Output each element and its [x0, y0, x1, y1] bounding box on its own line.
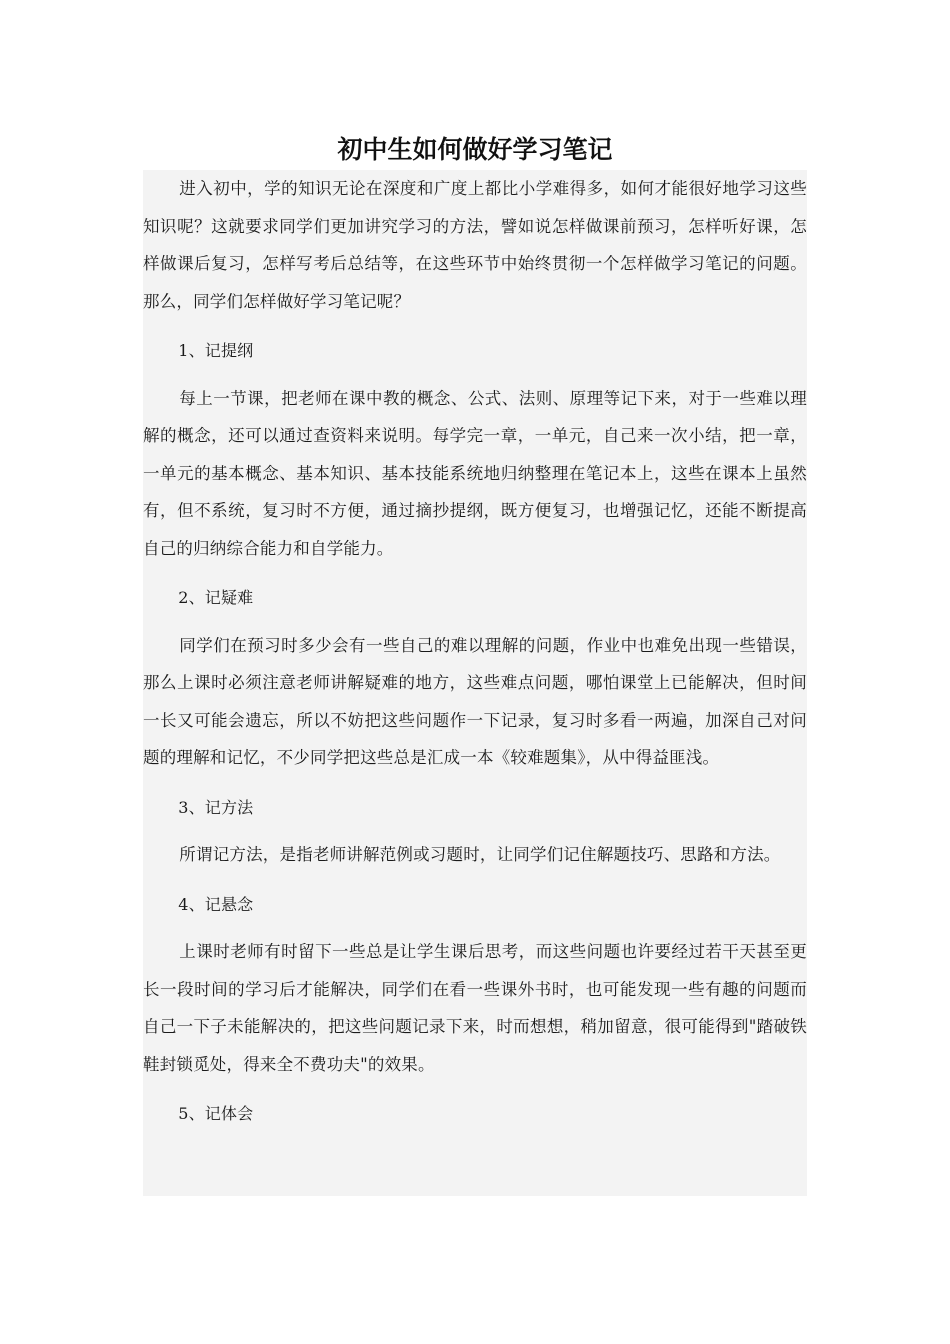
section-body-3: 所谓记方法，是指老师讲解范例或习题时，让同学们记住解题技巧、思路和方法。	[179, 845, 781, 864]
section-heading-3: 3、记方法	[178, 797, 254, 817]
section-heading-1: 1、记提纲	[178, 341, 254, 360]
section-heading-4: 4、记悬念	[178, 894, 254, 914]
section-body-1: 每上一节课，把老师在课中教的概念、公式、法则、原理等记下来，对于一些难以理解的概念，还可以通过查资料来说明。每学完一章，一单元，自己来一次小结，把一章，一单元的基本概念、基本知识、基本技能系统地归纳整理在笔记本上，这些在课本上虽然有，但不系统，复习时不方便，通过摘抄提纲，既方便复习，也增强记忆，还能不断提高自己的归纳综合能力和自学能力。	[143, 388, 807, 558]
document-body	[143, 170, 807, 1196]
section-body-2: 同学们在预习时多少会有一些自己的难以理解的问题，作业中也难免出现一些错误，那么上课时必须注意老师讲解疑难的地方，这些难点问题，哪怕课堂上已能解决，但时间一长又可能会遗忘，所以不妨把这些问题作一下记录，复习时多看一两遍，加深自己对问题的理解和记忆，不少同学把这些总是汇成一本《较难题集》，从中得益匪浅。	[143, 635, 807, 767]
section-heading-5: 5、记体会	[178, 1104, 254, 1123]
section-body-4: 上课时老师有时留下一些总是让学生课后思考，而这些问题也许要经过若干天甚至更长一段时间的学习后才能解决，同学们在看一些课外书时，也可能发现一些有趣的问题而自己一下子未能解决的，把这些问题记录下来，时而想想，稍加留意，很可能得到"踏破铁鞋封锁觅处，得来全不费功夫"的效果。	[143, 942, 807, 1074]
intro-paragraph: 进入初中，学的知识无论在深度和广度上都比小学难得多，如何才能很好地学习这些知识呢？这就要求同学们更加讲究学习的方法，譬如说怎样做课前预习，怎样听好课，怎样做课后复习，怎样写考后总结等，在这些环节中始终贯彻一个怎样做学习笔记的问题。那么，同学们怎样做好学习笔记呢？	[143, 179, 807, 311]
section-heading-2: 2、记疑难	[178, 588, 254, 607]
document-title: 初中生如何做好学习笔记	[337, 135, 613, 164]
